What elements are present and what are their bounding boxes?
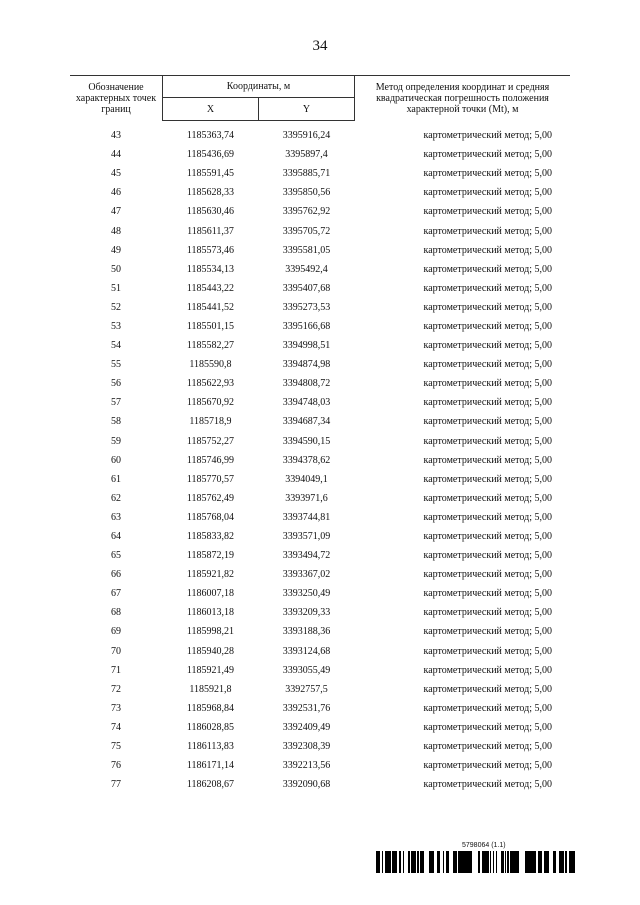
table-header [70, 76, 570, 121]
y-cell: 3395885,71 [282, 168, 331, 180]
point-id-cell: 61 [111, 473, 121, 485]
x-cell: 1186113,83 [187, 741, 234, 753]
table-row [70, 622, 570, 641]
y-cell: 3392531,76 [282, 702, 331, 714]
table-row [70, 202, 570, 221]
method-cell: картометрический метод; 5,00 [423, 149, 552, 161]
x-cell: 1185768,04 [186, 511, 235, 523]
method-cell: картометрический метод; 5,00 [423, 588, 552, 600]
coordinates-table [70, 75, 570, 794]
table-row [70, 775, 570, 794]
method-cell: картометрический метод; 5,00 [423, 550, 552, 562]
page-number: 34 [312, 38, 328, 54]
method-cell: картометрический метод; 5,00 [423, 741, 552, 753]
table-row [70, 298, 570, 317]
point-id-cell: 44 [111, 149, 121, 161]
method-cell: картометрический метод; 5,00 [423, 473, 552, 485]
y-cell: 3393494,72 [282, 550, 331, 562]
table-row [70, 546, 570, 565]
y-cell: 3395407,68 [282, 282, 331, 294]
table-row [70, 508, 570, 527]
point-id-cell: 64 [111, 531, 121, 543]
table-row [70, 451, 570, 470]
table-row [70, 317, 570, 336]
point-id-cell: 67 [111, 588, 121, 600]
method-cell: картометрический метод; 5,00 [423, 359, 552, 371]
method-cell: картометрический метод; 5,00 [423, 130, 552, 142]
table-row [70, 164, 570, 183]
x-cell: 1185746,99 [186, 454, 235, 466]
method-cell: картометрический метод; 5,00 [423, 168, 552, 180]
x-cell: 1186007,18 [186, 588, 235, 600]
x-cell: 1185591,45 [186, 168, 235, 180]
table-row [70, 756, 570, 775]
x-cell: 1186208,67 [186, 779, 235, 791]
point-id-cell: 72 [111, 683, 121, 695]
point-id-cell: 63 [111, 511, 121, 523]
header-y: Y [259, 98, 355, 121]
y-cell: 3394748,03 [282, 397, 331, 409]
table-row [70, 412, 570, 431]
x-cell: 1185630,46 [186, 206, 235, 218]
table-row [70, 355, 570, 374]
x-cell: 1185501,15 [186, 320, 235, 332]
table-row [70, 489, 570, 508]
point-id-cell: 71 [111, 664, 121, 676]
method-cell: картометрический метод; 5,00 [423, 320, 552, 332]
barcode-text: 5798064 (1.1) [462, 842, 506, 849]
method-cell: картометрический метод; 5,00 [423, 263, 552, 275]
table-row [70, 584, 570, 603]
point-id-cell: 76 [111, 760, 121, 772]
y-cell: 3393367,02 [282, 569, 331, 581]
y-cell: 3395850,56 [282, 187, 331, 199]
method-cell: картометрический метод; 5,00 [423, 187, 552, 199]
table-row [70, 221, 570, 240]
header-point-id: Обозначение характерных точек границ [70, 76, 163, 121]
point-id-cell: 54 [111, 340, 121, 352]
x-cell: 1185436,69 [186, 149, 235, 161]
table-body [70, 126, 570, 794]
table-row [70, 432, 570, 451]
point-id-cell: 53 [111, 320, 121, 332]
point-id-cell: 47 [111, 206, 121, 218]
method-cell: картометрический метод; 5,00 [423, 435, 552, 447]
x-cell: 1185770,57 [186, 473, 235, 485]
point-id-cell: 59 [111, 435, 121, 447]
y-cell: 3395897,4 [285, 149, 328, 161]
y-cell: 3394998,51 [282, 340, 331, 352]
method-cell: картометрический метод; 5,00 [423, 645, 552, 657]
x-cell: 1185998,21 [186, 626, 235, 638]
y-cell: 3392757,5 [285, 683, 328, 695]
x-cell: 1185622,93 [186, 378, 235, 390]
y-cell: 3393744,81 [282, 511, 331, 523]
table-row [70, 260, 570, 279]
table-row [70, 393, 570, 412]
point-id-cell: 52 [111, 301, 121, 313]
y-cell: 3392213,56 [282, 760, 331, 772]
table-row [70, 279, 570, 298]
method-cell: картометрический метод; 5,00 [423, 378, 552, 390]
y-cell: 3394808,72 [282, 378, 331, 390]
table-row [70, 565, 570, 584]
header-method: Метод определения координат и средняя квадратическая погрешность положения характерной точки (Mt), м [355, 76, 571, 121]
table-row [70, 603, 570, 622]
y-cell: 3394378,62 [282, 454, 331, 466]
point-id-cell: 51 [111, 282, 121, 294]
point-id-cell: 77 [111, 779, 121, 791]
point-id-cell: 49 [111, 244, 121, 256]
y-cell: 3392090,68 [282, 779, 331, 791]
method-cell: картометрический метод; 5,00 [423, 531, 552, 543]
point-id-cell: 68 [111, 607, 121, 619]
y-cell: 3395273,53 [282, 301, 331, 313]
method-cell: картометрический метод; 5,00 [423, 779, 552, 791]
point-id-cell: 57 [111, 397, 121, 409]
method-cell: картометрический метод; 5,00 [423, 492, 552, 504]
point-id-cell: 58 [111, 416, 121, 428]
method-cell: картометрический метод; 5,00 [423, 225, 552, 237]
point-id-cell: 73 [111, 702, 121, 714]
x-cell: 1185590,8 [189, 359, 232, 371]
barcode-icon [376, 851, 576, 873]
y-cell: 3393055,49 [282, 664, 331, 676]
point-id-cell: 46 [111, 187, 121, 199]
method-cell: картометрический метод; 5,00 [423, 569, 552, 581]
x-cell: 1185363,74 [186, 130, 235, 142]
table-row [70, 699, 570, 718]
x-cell: 1185443,22 [186, 282, 235, 294]
method-cell: картометрический метод; 5,00 [423, 244, 552, 256]
x-cell: 1185921,82 [186, 569, 235, 581]
y-cell: 3394874,98 [282, 359, 331, 371]
method-cell: картометрический метод; 5,00 [423, 282, 552, 294]
method-cell: картометрический метод; 5,00 [423, 702, 552, 714]
method-cell: картометрический метод; 5,00 [423, 340, 552, 352]
point-id-cell: 43 [111, 130, 121, 142]
method-cell: картометрический метод; 5,00 [423, 760, 552, 772]
method-cell: картометрический метод; 5,00 [423, 301, 552, 313]
point-id-cell: 65 [111, 550, 121, 562]
point-id-cell: 69 [111, 626, 121, 638]
method-cell: картометрический метод; 5,00 [423, 416, 552, 428]
x-cell: 1185573,46 [186, 244, 235, 256]
method-cell: картометрический метод; 5,00 [423, 511, 552, 523]
point-id-cell: 45 [111, 168, 121, 180]
y-cell: 3393209,33 [282, 607, 331, 619]
y-cell: 3395916,24 [282, 130, 331, 142]
y-cell: 3392308,39 [282, 741, 331, 753]
x-cell: 1185762,49 [186, 492, 235, 504]
x-cell: 1185670,92 [186, 397, 235, 409]
table-row [70, 527, 570, 546]
x-cell: 1186171,14 [186, 760, 235, 772]
x-cell: 1185833,82 [186, 531, 235, 543]
point-id-cell: 70 [111, 645, 121, 657]
x-cell: 1185921,8 [189, 683, 232, 695]
point-id-cell: 55 [111, 359, 121, 371]
table-row [70, 661, 570, 680]
y-cell: 3395762,92 [282, 206, 331, 218]
point-id-cell: 50 [111, 263, 121, 275]
x-cell: 1185534,13 [186, 263, 235, 275]
table-row [70, 241, 570, 260]
y-cell: 3394687,34 [282, 416, 331, 428]
table-row [70, 680, 570, 699]
table-row [70, 145, 570, 164]
point-id-cell: 62 [111, 492, 121, 504]
x-cell: 1186028,85 [186, 721, 235, 733]
table-row [70, 336, 570, 355]
y-cell: 3392409,49 [282, 721, 331, 733]
y-cell: 3393124,68 [282, 645, 331, 657]
y-cell: 3394590,15 [282, 435, 331, 447]
method-cell: картометрический метод; 5,00 [423, 206, 552, 218]
x-cell: 1185718,9 [189, 416, 232, 428]
method-cell: картометрический метод; 5,00 [423, 397, 552, 409]
x-cell: 1185872,19 [186, 550, 235, 562]
y-cell: 3395166,68 [282, 320, 331, 332]
x-cell: 1185968,84 [186, 702, 235, 714]
table-row [70, 374, 570, 393]
point-id-cell: 66 [111, 569, 121, 581]
y-cell: 3393188,36 [282, 626, 331, 638]
table-row [70, 183, 570, 202]
point-id-cell: 60 [111, 454, 121, 466]
table-row [70, 126, 570, 145]
x-cell: 1185611,37 [187, 225, 234, 237]
header-x: X [163, 98, 259, 121]
y-cell: 3395705,72 [282, 225, 331, 237]
point-id-cell: 56 [111, 378, 121, 390]
y-cell: 3393250,49 [282, 588, 331, 600]
point-id-cell: 74 [111, 721, 121, 733]
x-cell: 1185921,49 [186, 664, 235, 676]
table-row [70, 642, 570, 661]
method-cell: картометрический метод; 5,00 [423, 626, 552, 638]
method-cell: картометрический метод; 5,00 [423, 721, 552, 733]
method-cell: картометрический метод; 5,00 [423, 454, 552, 466]
y-cell: 3394049,1 [285, 473, 328, 485]
point-id-cell: 48 [111, 225, 121, 237]
header-coordinates: Координаты, м [163, 76, 355, 98]
point-id-cell: 75 [111, 741, 121, 753]
table-row [70, 718, 570, 737]
x-cell: 1185441,52 [186, 301, 235, 313]
x-cell: 1185628,33 [186, 187, 235, 199]
x-cell: 1186013,18 [186, 607, 235, 619]
y-cell: 3393571,09 [282, 531, 331, 543]
y-cell: 3395581,05 [282, 244, 331, 256]
x-cell: 1185752,27 [186, 435, 235, 447]
method-cell: картометрический метод; 5,00 [423, 607, 552, 619]
y-cell: 3395492,4 [285, 263, 328, 275]
table-row [70, 737, 570, 756]
y-cell: 3393971,6 [285, 492, 328, 504]
table-row [70, 470, 570, 489]
method-cell: картометрический метод; 5,00 [423, 683, 552, 695]
x-cell: 1185582,27 [186, 340, 235, 352]
method-cell: картометрический метод; 5,00 [423, 664, 552, 676]
x-cell: 1185940,28 [186, 645, 235, 657]
